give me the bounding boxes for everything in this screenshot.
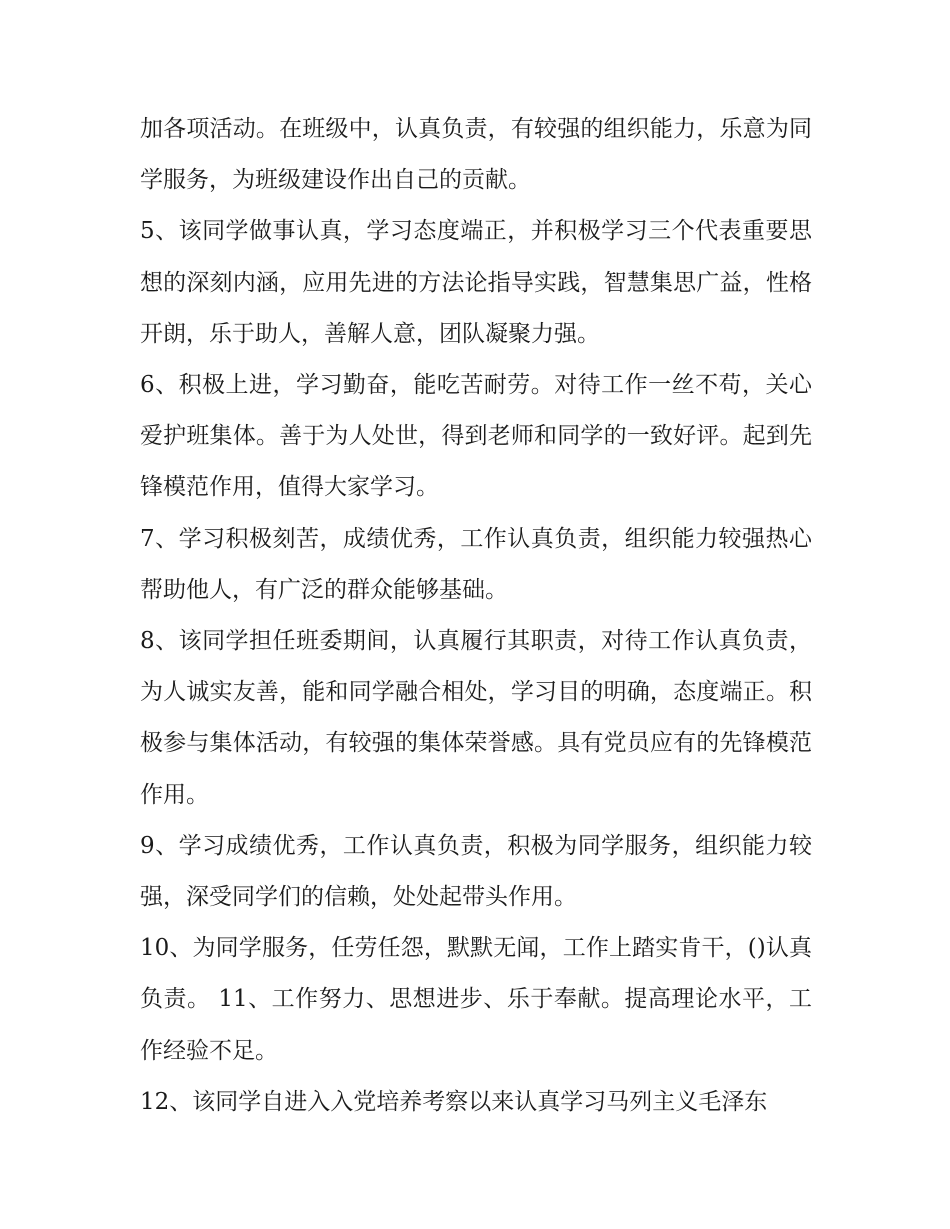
- paragraph-continuation: 加各项活动。在班级中，认真负责，有较强的组织能力，乐意为同学服务，为班级建设作出自己的贡献。: [140, 116, 812, 194]
- paragraph-item-10-11: 10、为同学服务，任劳任怨，默默无闻，工作上踏实肯干，()认真负责。 11、工作努力、思想进步、乐于奉献。提高理论水平，工作经验不足。: [140, 935, 812, 1064]
- paragraph-item-7: 7、学习积极刻苦，成绩优秀，工作认真负责，组织能力较强热心帮助他人，有广泛的群众能够基础。: [140, 525, 812, 603]
- paragraph-item-9: 9、学习成绩优秀，工作认真负责，积极为同学服务，组织能力较强，深受同学们的信赖，处处起带头作用。: [140, 832, 812, 911]
- document-body: [140, 104, 812, 1128]
- paragraph-item-8: 8、该同学担任班委期间，认真履行其职责，对待工作认真负责，为人诚实友善，能和同学融合相处，学习目的明确，态度端正。积极参与集体活动，有较强的集体荣誉感。具有党员应有的先锋模范作用。: [140, 628, 812, 808]
- paragraph-item-12: 12、该同学自进入入党培养考察以来认真学习马列主义毛泽东: [140, 1088, 768, 1115]
- paragraph-item-6: 6、积极上进，学习勤奋，能吃苦耐劳。对待工作一丝不苟，关心爱护班集体。善于为人处世，得到老师和同学的一致好评。起到先锋模范作用，值得大家学习。: [140, 372, 812, 501]
- paragraph-item-5: 5、该同学做事认真，学习态度端正，并积极学习三个代表重要思想的深刻内涵，应用先进的方法论指导实践，智慧集思广益，性格开朗，乐于助人，善解人意，团队凝聚力强。: [140, 218, 812, 347]
